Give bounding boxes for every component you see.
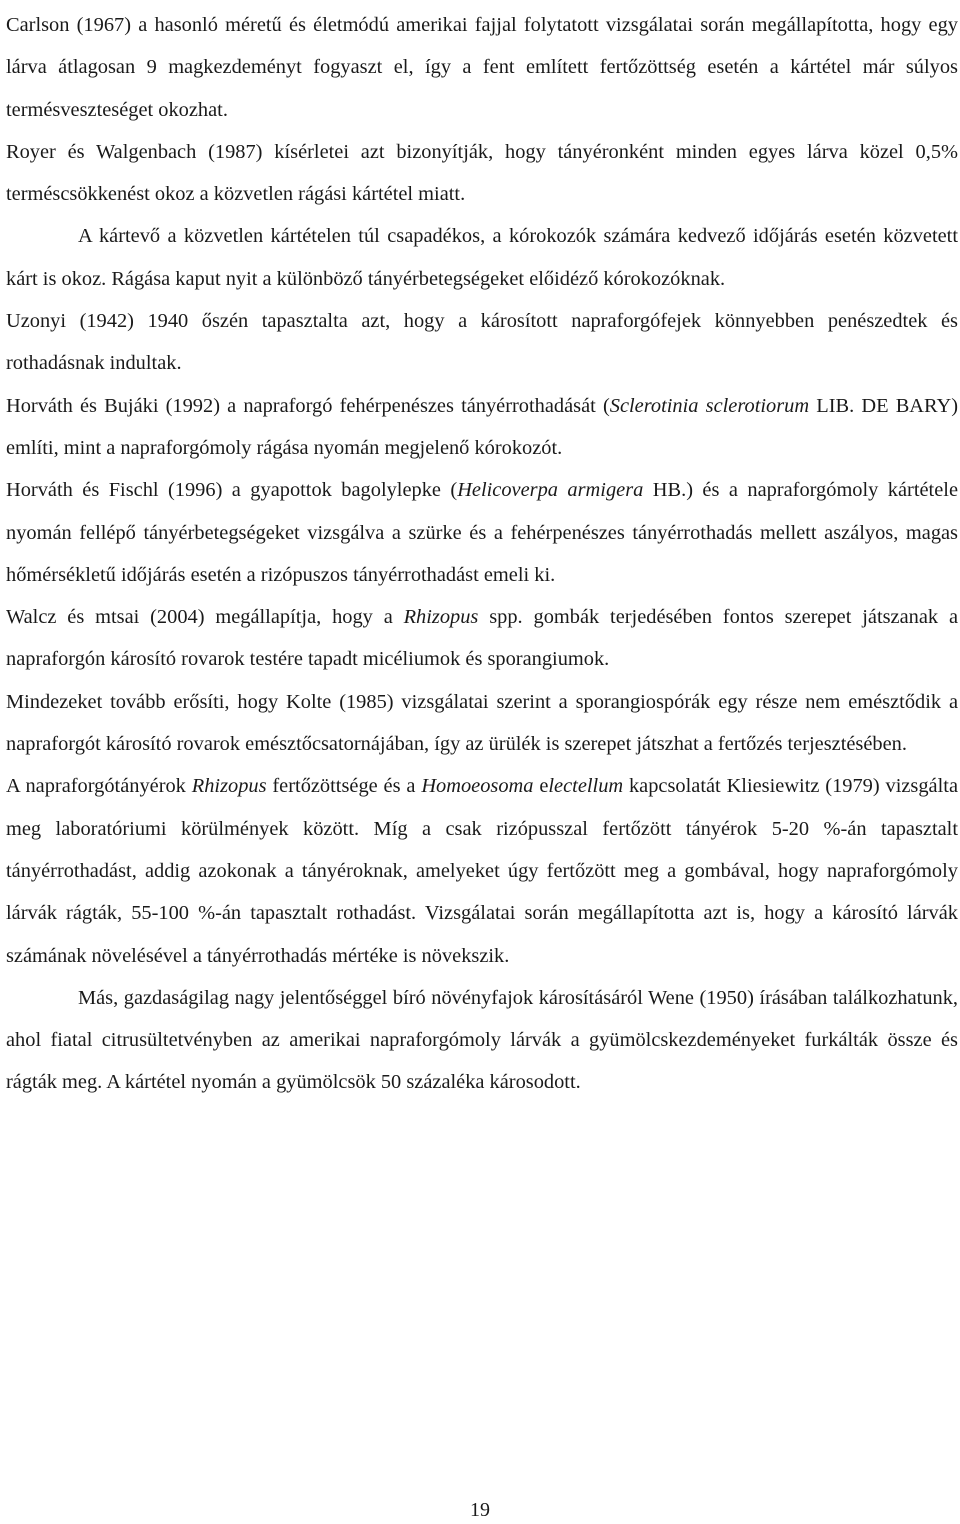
page-number: 19 — [470, 1499, 490, 1521]
text-run: kapcsolatát Kliesiewitz (1979) vizsgálta meg laboratóriumi körülmények között. Míg a csak rizópusszal fertőzött tányérok 5-20 %-án tapasztalt tányérrothadást, addig azokonak a tányéroknak, amelyeket úgy fertőzött meg a gombával, hogy napraforgómoly lárvák rágták, 55-100 %-án tapasztalt rothadást. Vizsgálatai során megállapította azt is, hogy a károsító lárvák számának növelésével a tányérrothadás mértéke is növekszik. — [6, 775, 958, 967]
text-run: HB.) és a napraforgómoly kártétele nyomán fellépő tányérbetegségeket vizsgálva a szürke és a fehérpenészes tányérrothadás mellett aszályos, magas hőmérsékletű időjárás esetén a rizópuszos tányérrothadást emeli ki. — [6, 479, 958, 586]
text-run: LIB. DE BARY) említi, mint a napraforgómoly rágása nyomán megjelenő kórokozót. — [6, 394, 959, 459]
paragraph — [6, 300, 958, 385]
text-run: Uzonyi (1942) 1940 őszén tapasztalta azt, hogy a károsított napraforgófejek könnyebben penészedtek és rothadásnak indultak. — [6, 310, 958, 375]
paragraph — [6, 469, 958, 596]
text-run: Mindezeket tovább erősíti, hogy Kolte (1985) vizsgálatai szerint a sporangiospórák egy része nem emésztődik a napraforgót károsító rovarok emésztőcsatornájában, így az ürülék is szerepet játszhat a fertőzés terjesztésében. — [6, 690, 958, 756]
italic-text: lectellum — [548, 775, 624, 798]
text-run: Horváth és Fischl (1996) a gyapottok bagolylepke ( — [6, 479, 458, 502]
text-run: fertőzöttsége és a — [266, 775, 422, 798]
paragraph — [6, 215, 958, 300]
italic-text: Homoeosoma — [421, 775, 534, 798]
paragraph — [6, 977, 958, 1104]
text-run: Horváth és Bujáki (1992) a napraforgó fehérpenészes tányérrothadását ( — [6, 394, 610, 417]
text-run: Walcz és mtsai (2004) megállapítja, hogy a — [6, 606, 404, 629]
paragraph — [6, 596, 958, 681]
body-text — [6, 4, 958, 1104]
text-run: A kártevő a közvetlen kártételen túl csapadékos, a kórokozók számára kedvező időjárás esetén közvetett kárt is okoz. Rágása kaput nyit a különböző tányérbetegségeket előidéző kórokozóknak. — [6, 225, 958, 290]
text-run: spp. gombák terjedésében fontos szerepet játszanak a napraforgón károsító rovarok testére tapadt micéliumok és sporangiumok. — [6, 606, 958, 671]
text-run: A napraforgótányérok — [6, 775, 192, 798]
paragraph — [6, 131, 958, 216]
italic-text: Rhizopus — [191, 775, 267, 798]
text-run: Más, gazdaságilag nagy jelentőséggel bíró növényfajok károsításáról Wene (1950) írásában találkozhatunk, ahol fiatal citrusültetvényben az amerikai napraforgómoly lárvák a gyümölcskezdeményeket furkálták össze és rágták meg. A kártétel nyomán a gyümölcsök 50 százaléka károsodott. — [6, 986, 958, 1094]
paragraph — [6, 4, 958, 131]
paragraph — [6, 765, 958, 976]
paragraph — [6, 681, 958, 766]
text-run: e — [533, 775, 549, 798]
italic-text: Helicoverpa armigera — [457, 479, 644, 502]
italic-text: Sclerotinia sclerotiorum — [609, 394, 810, 417]
paragraph — [6, 385, 958, 470]
italic-text: Rhizopus — [403, 606, 479, 629]
text-run: Royer és Walgenbach (1987) kísérletei azt bizonyítják, hogy tányéronként minden egyes lárva közel 0,5% terméscsökkenést okoz a közvetlen rágási kártétel miatt. — [6, 140, 958, 206]
text-run: Carlson (1967) a hasonló méretű és életmódú amerikai fajjal folytatott vizsgálatai során megállapította, hogy egy lárva átlagosan 9 magkezdeményt fogyaszt el, így a fent említett fertőzöttség esetén a kártétel már súlyos termésveszteséget okozhat. — [6, 14, 958, 121]
